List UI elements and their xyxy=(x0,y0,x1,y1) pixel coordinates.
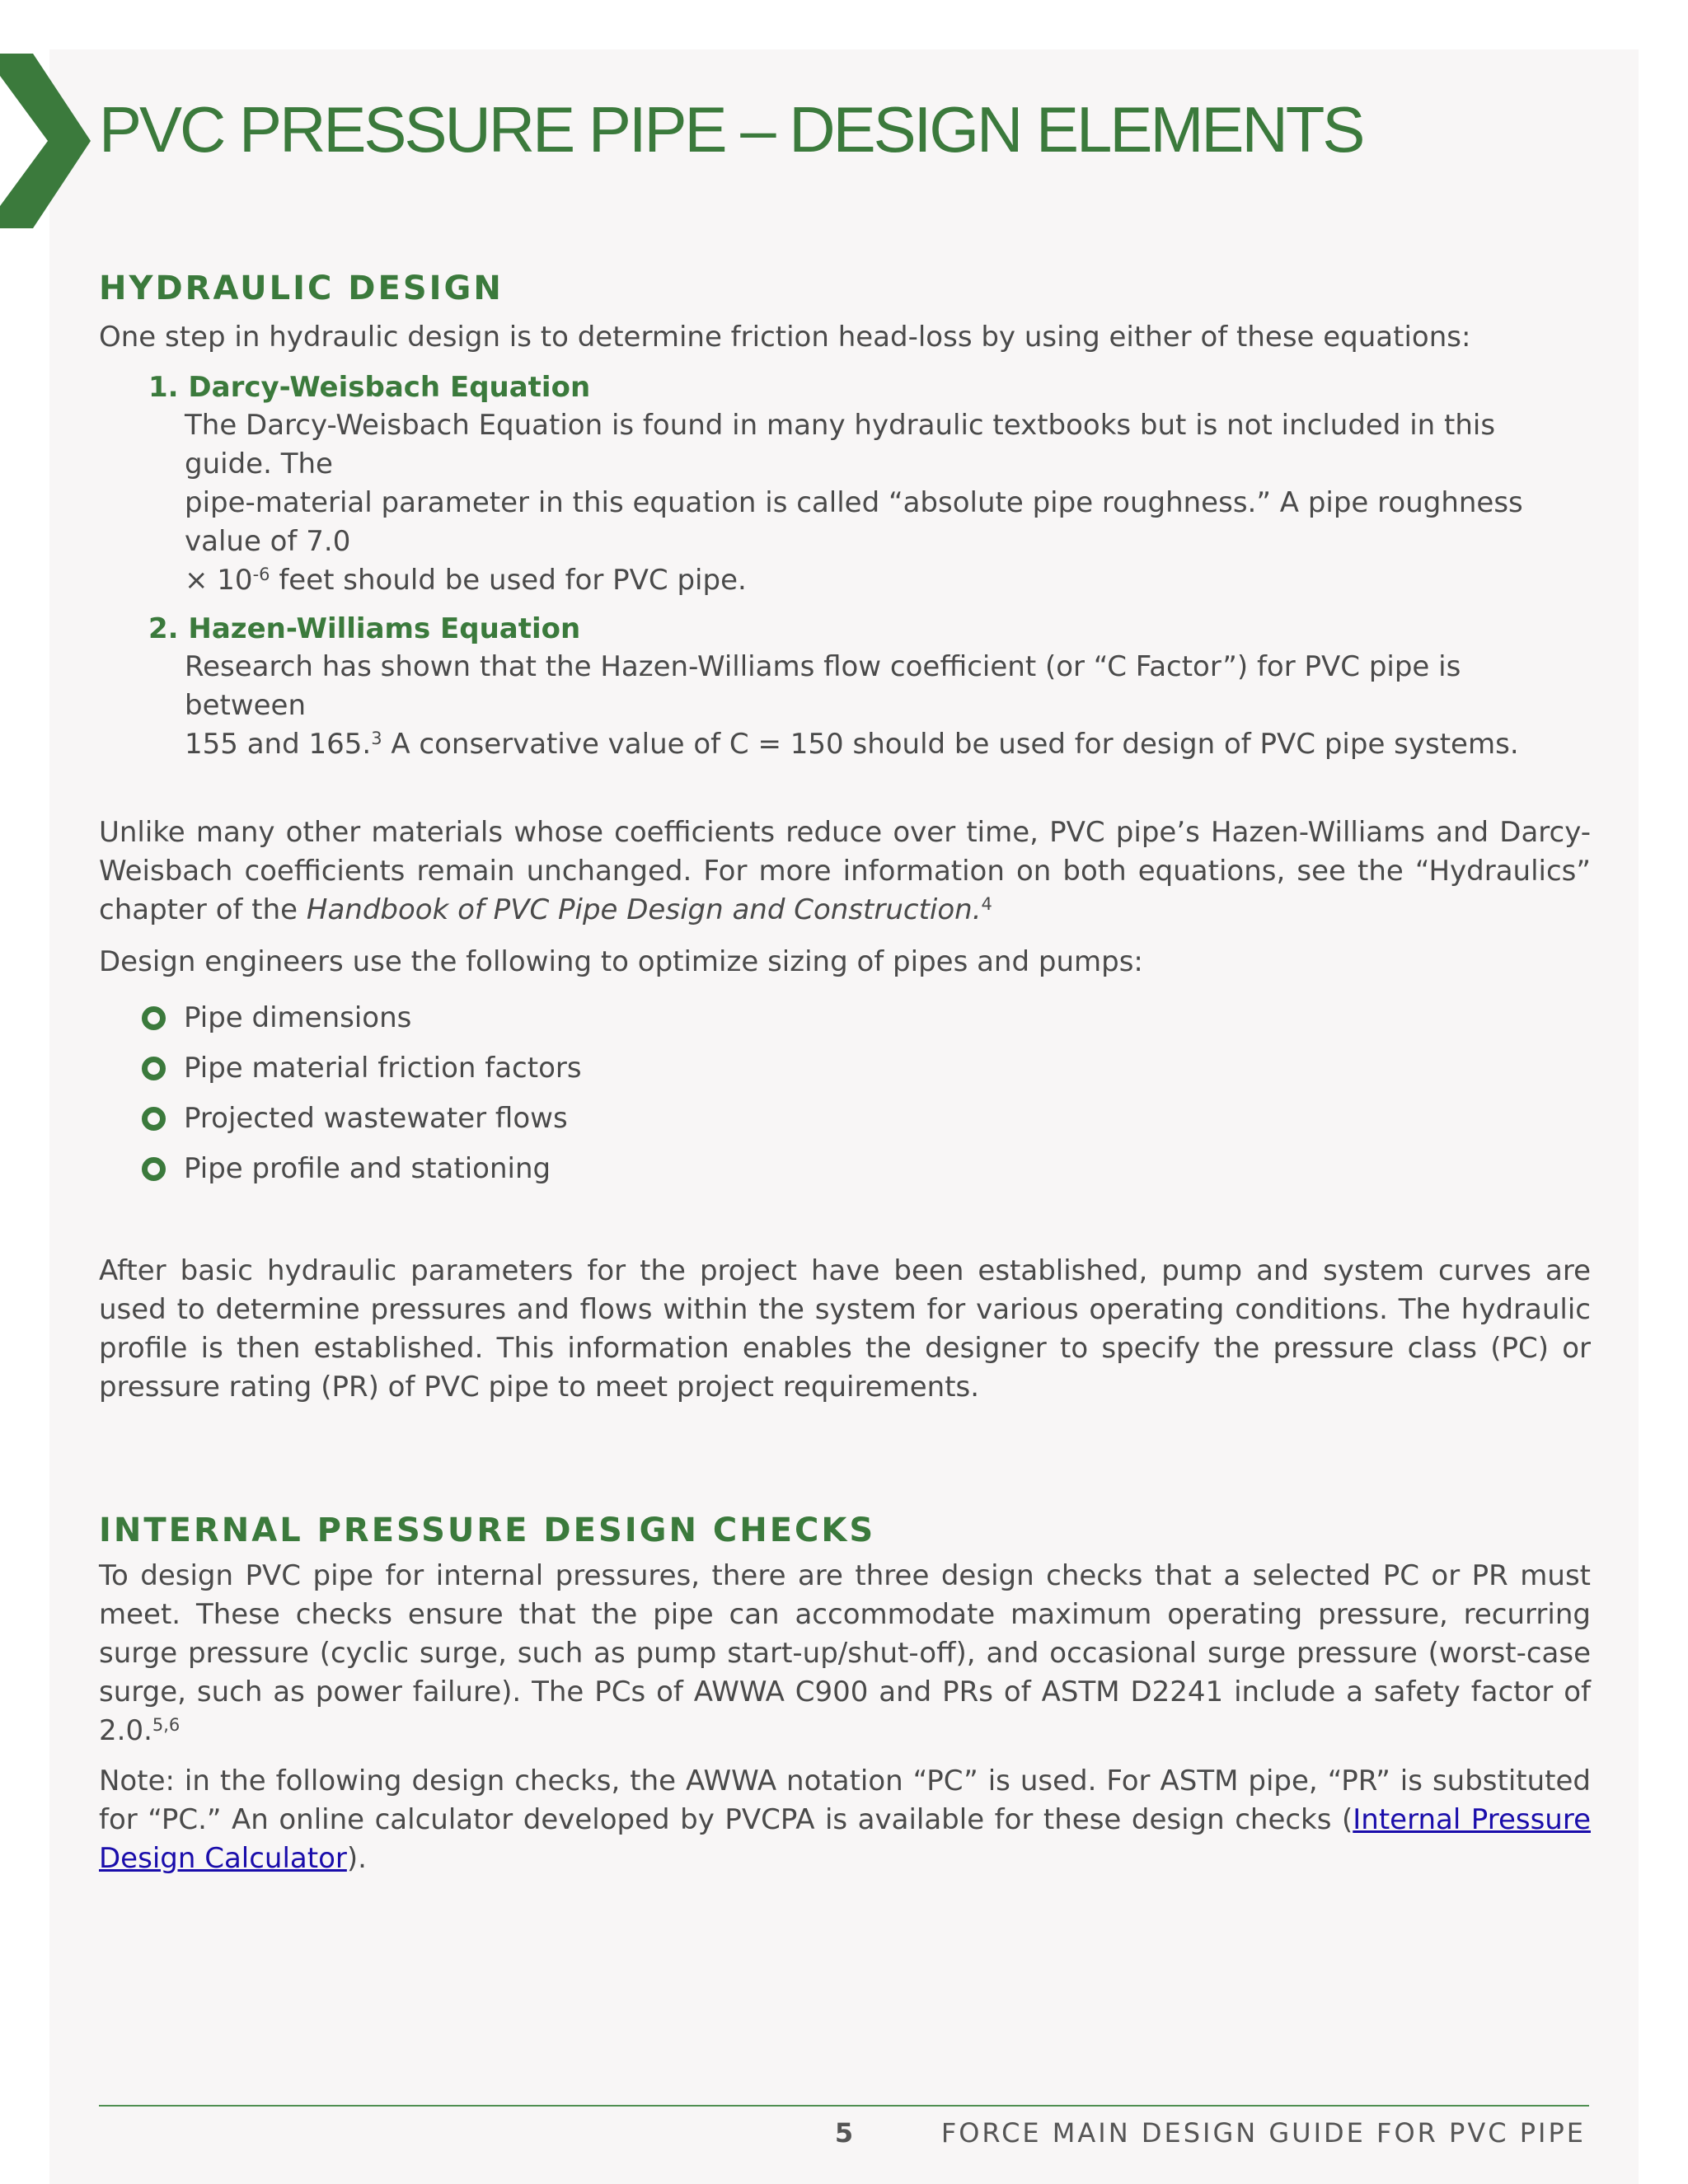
equation-line xyxy=(185,561,1591,600)
equation-item-darcy-weisbach xyxy=(99,368,1591,600)
internal-pressure-heading: INTERNAL PRESSURE DESIGN CHECKS xyxy=(99,1511,876,1549)
main-content xyxy=(99,265,1591,1878)
list-item xyxy=(99,1094,1591,1144)
equation-line-text: × 10 xyxy=(185,564,253,597)
footnote-ref: 3 xyxy=(371,729,382,748)
footer-divider xyxy=(99,2105,1589,2107)
equation-line: pipe-material parameter in this equation is called “absolute pipe roughness.” A pipe roughness value of 7.0 xyxy=(185,486,1523,558)
equation-item-hazen-williams xyxy=(99,610,1591,764)
equation-line-text: A conservative value of C = 150 should be used for design of PVC pipe systems. xyxy=(382,728,1519,761)
footnote-ref: 5,6 xyxy=(152,1715,181,1735)
equation-title: 2. Hazen-Williams Equation xyxy=(148,612,581,645)
paragraph-text: To design PVC pipe for internal pressures, there are three design checks that a selected PC or PR must meet. These checks ensure that the pipe can accommodate maximum operating pressure, recurring surge pressure (cyclic surge, such as pump start-up/shut-off), and occasional surge pressure (worst-case surge, such as power failure). The PCs of AWWA C900 and PRs of ASTM D2241 include a safety factor of 2.0. xyxy=(99,1559,1591,1747)
list-item-label: Pipe dimensions xyxy=(184,1001,412,1034)
list-item-label: Pipe profile and stationing xyxy=(184,1152,551,1185)
note-paragraph xyxy=(99,1762,1591,1878)
footer-guide-title: FORCE MAIN DESIGN GUIDE FOR PVC PIPE xyxy=(940,2117,1586,2149)
hydraulic-intro: One step in hydraulic design is to determine friction head-loss by using either of these equations: xyxy=(99,321,1471,354)
list-item xyxy=(99,1043,1591,1094)
ring-bullet-icon xyxy=(142,1057,166,1080)
coefficients-paragraph xyxy=(99,813,1591,930)
hydraulic-parameters-paragraph: After basic hydraulic parameters for the project have been established, pump and system curves are used to determine pressures and flows within the system for various operating conditions. The hydraulic profile is then established. This information enables the designer to specify the pressure class (PC) or pressure rating (PR) of PVC pipe to meet project requirements. xyxy=(99,1254,1591,1404)
footnote-ref: 4 xyxy=(981,894,992,914)
paragraph-text: ). xyxy=(346,1842,367,1875)
page-title: PVC PRESSURE PIPE – DESIGN ELEMENTS xyxy=(99,93,1363,166)
design-engineers-intro: Design engineers use the following to optimize sizing of pipes and pumps: xyxy=(99,945,1143,978)
equation-line: The Darcy-Weisbach Equation is found in many hydraulic textbooks but is not included in this guide. The xyxy=(185,409,1496,480)
exponent: -6 xyxy=(252,565,270,584)
paragraph-text: Unlike many other materials whose coefficients reduce over time, PVC pipe’s Hazen-Williams and Darcy-Weisbach coefficients remain unchanged. For more information on both equations, see the “Hydraulics” chapter of the xyxy=(99,816,1591,926)
equation-title: 1. Darcy-Weisbach Equation xyxy=(148,371,591,404)
equation-line: Research has shown that the Hazen-Williams flow coefficient (or “C Factor”) for PVC pipe is between xyxy=(185,650,1461,722)
ring-bullet-icon xyxy=(142,1107,166,1131)
internal-pressure-calculator-link[interactable]: Internal Pressure Design Calculator xyxy=(99,1803,1591,1875)
equation-description xyxy=(185,648,1591,764)
equation-description xyxy=(185,406,1591,600)
handbook-title: Handbook of PVC Pipe Design and Construction. xyxy=(306,893,982,926)
equation-line-text: 155 and 165. xyxy=(185,728,372,761)
list-item-label: Pipe material friction factors xyxy=(184,1052,582,1085)
design-checks-paragraph xyxy=(99,1557,1591,1750)
chevron-right-icon xyxy=(0,54,91,228)
list-item xyxy=(99,1144,1591,1194)
equation-list xyxy=(99,368,1591,764)
design-factor-list xyxy=(99,993,1591,1194)
ring-bullet-icon xyxy=(142,1006,166,1030)
page-number: 5 xyxy=(834,2117,854,2149)
equation-line xyxy=(185,725,1591,764)
ring-bullet-icon xyxy=(142,1157,166,1181)
list-item xyxy=(99,993,1591,1043)
paragraph-text: Note: in the following design checks, the AWWA notation “PC” is used. For ASTM pipe, “PR” is substituted for “PC.” An online calculator developed by PVCPA is available for these design checks ( xyxy=(99,1765,1591,1836)
equation-line-text: feet should be used for PVC pipe. xyxy=(270,564,747,597)
hydraulic-design-heading: HYDRAULIC DESIGN xyxy=(99,269,504,307)
list-item-label: Projected wastewater flows xyxy=(184,1102,568,1135)
